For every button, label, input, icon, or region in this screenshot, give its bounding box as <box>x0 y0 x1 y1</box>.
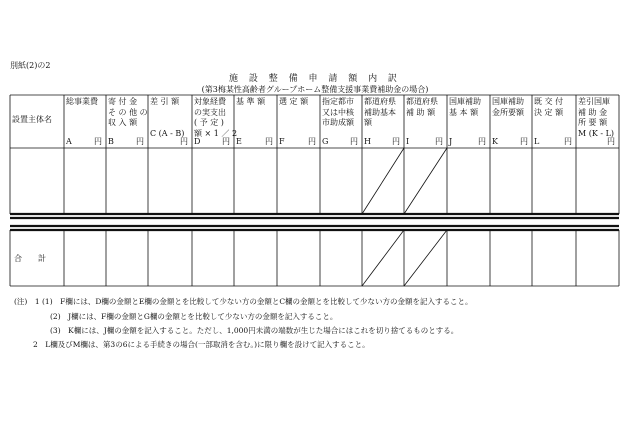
diagonal-h-total <box>362 230 404 286</box>
column-unit: 円 <box>520 137 528 146</box>
note-1-3: (3) K欄には、J欄の金額を記入すること。ただし、1,000円未満の端数が生じた場合にはこれを切り捨てるものとする。 <box>50 326 459 335</box>
diagonal-h-body <box>362 148 404 214</box>
note-1-2: (2) J欄には、F欄の金額とG欄の金額とを比較して少ない方の金額を記入すること。 <box>50 312 338 321</box>
column-unit: 円 <box>94 137 102 146</box>
column-unit: 円 <box>392 137 400 146</box>
column-header: 指定都市 又は中核 市助成額 <box>322 97 354 127</box>
column-header: 対象経費 の実支出 ( 予 定 ) 額 × 1 ／ 2 <box>194 97 238 138</box>
column-unit-letter: G <box>322 137 329 146</box>
diagonal-i-total <box>404 230 447 286</box>
column-unit-letter: A <box>66 137 72 146</box>
column-header: 選 定 額 <box>279 97 309 106</box>
column-unit: 円 <box>350 137 358 146</box>
column-unit: 円 <box>136 137 144 146</box>
column-unit: 円 <box>180 137 188 146</box>
column-unit-letter: K <box>492 137 498 146</box>
column-unit-letter: E <box>236 137 242 146</box>
column-unit-letter: L <box>534 137 540 146</box>
total-label: 合 計 <box>14 254 46 263</box>
column-unit: 円 <box>478 137 486 146</box>
column-unit-letter: H <box>364 137 371 146</box>
form-subtitle: (第3梅某性高齢者グループホーム整備支援事業費補助金の場合) <box>201 85 429 94</box>
column-header: 都道府県 補助基本 額 <box>364 97 396 127</box>
column-header: 都道府県 補 助 額 <box>406 97 438 117</box>
column-unit-letter: D <box>194 137 201 146</box>
note-1-1: (注) 1 (1) F欄には、D欄の金額とE欄の金額とを比較して少ない方の金額とC欄の金額とを比較して少ない方の金額を記入すること。 <box>14 297 473 306</box>
column-unit-letter: B <box>108 137 114 146</box>
document-label: 別紙(2)の2 <box>10 61 51 70</box>
column-header: 総事業費 <box>66 97 98 106</box>
form-title: 施 設 整 備 申 請 額 内 訳 <box>229 74 401 84</box>
column-header: 国庫補助 基 本 額 <box>449 97 481 117</box>
column-unit-letter: J <box>449 137 453 146</box>
column-header: 差引国庫 補 助 金 所 要 額 M (K - L) <box>578 97 615 138</box>
column-unit: 円 <box>222 137 230 146</box>
column-unit-letter: F <box>279 137 285 146</box>
column-unit: 円 <box>435 137 443 146</box>
column-unit: 円 <box>265 137 273 146</box>
column-unit: 円 <box>308 137 316 146</box>
column-header: 基 準 額 <box>236 97 266 106</box>
note-2: 2 L欄及びM欄は、第3の6による手続きの場合(一部取消を含む。)に限り欄を設けて記入すること。 <box>33 340 370 349</box>
column-header: 寄 付 金 そ の 他 の 収 入 額 <box>108 97 148 127</box>
column-unit-letter: I <box>406 137 410 146</box>
column-header: 既 交 付 決 定 額 <box>534 97 564 117</box>
column-unit: 円 <box>564 137 572 146</box>
column-header: 国庫補助 金所要額 <box>492 97 524 117</box>
column-unit: 円 <box>607 137 615 146</box>
diagonal-i-body <box>404 148 447 214</box>
column-header: 差 引 額 C (A - B) <box>150 97 185 138</box>
row-header-organization: 設置主体名 <box>12 115 52 124</box>
